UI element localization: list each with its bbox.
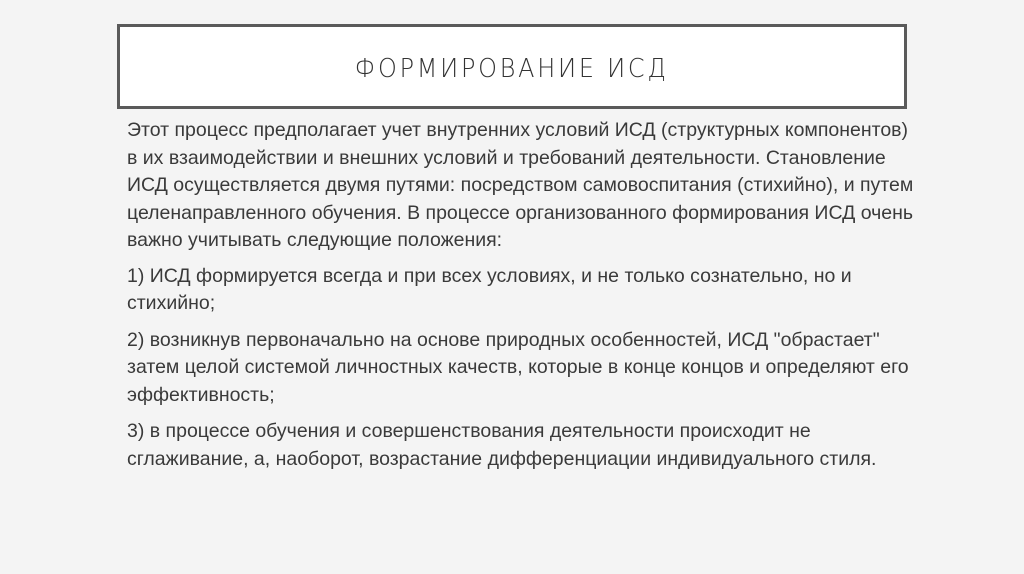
intro-paragraph: Этот процесс предполагает учет внутренних условий ИСД (структурных компонентов) в их взаимодействии и внешних условий и требований деятельности. Становление ИСД осуществляется двумя путями: посредством самовоспитания (стихийно), и путем целенаправленного обучения. В процессе организованного формирования ИСД очень важно учитывать следующие положения:: [127, 119, 914, 251]
list-item-2: 2) возникнув первоначально на основе природных особенностей, ИСД "обрастает" затем целой системой личностных качеств, которые в конце концов и определяют его эффективность;: [127, 328, 909, 406]
title-box: [117, 24, 907, 109]
slide-title: ФОРМИРОВАНИЕ ИСД: [354, 53, 670, 84]
list-item-1: 1) ИСД формируется всегда и при всех условиях, и не только сознательно, но и стихийно;: [127, 264, 852, 314]
slide-body: [127, 117, 917, 482]
list-item-3: 3) в процессе обучения и совершенствования деятельности происходит не сглаживание, а, наоборот, возрастание дифференциации индивидуального стиля.: [127, 420, 877, 470]
